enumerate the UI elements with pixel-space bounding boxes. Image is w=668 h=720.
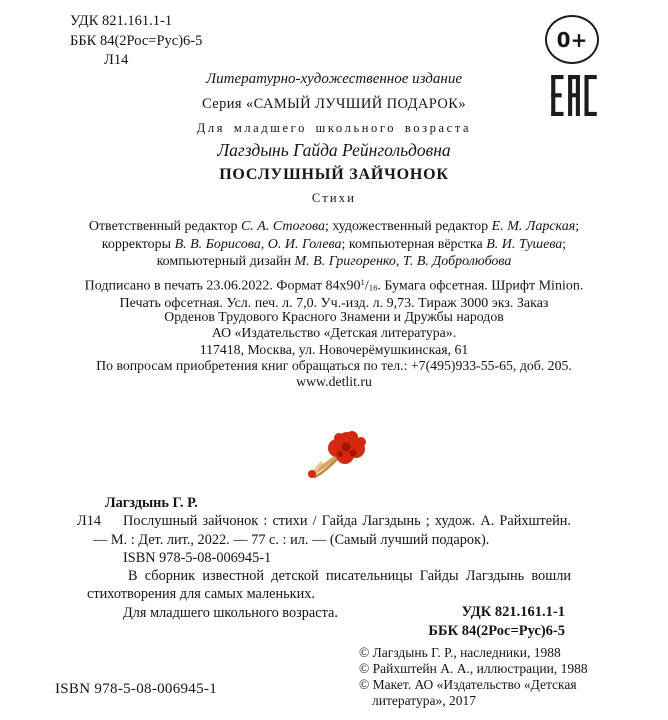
isbn-bottom: ISBN 978-5-08-006945-1 [55, 681, 218, 697]
card-author-code: Л14 [77, 513, 101, 529]
edition-type: Литературно-художественное издание [206, 71, 462, 87]
publisher-address: 117418, Москва, ул. Новочерёмушкинская, 61 [199, 341, 469, 357]
flower-icon [303, 428, 373, 483]
copyright-line: © Райхштейн А. А., иллюстрации, 1988 [359, 661, 588, 676]
printing-line-1 [0, 274, 668, 296]
age-rating-badge [545, 15, 599, 64]
book-author: Лагздынь Гайда Рейнгольдовна [217, 140, 451, 160]
fraction-numerator: 1 [360, 277, 365, 287]
copyright-line: © Лагздынь Г. Р., наследники, 1988 [359, 645, 561, 660]
staff-line-3 [0, 253, 668, 271]
book-genre: Стихи [311, 191, 357, 205]
staff-name: С. А. Стогова [240, 219, 325, 234]
printing-line-2: Печать офсетная. Усл. печ. л. 7,0. Уч.-изд. л. 9,73. Тираж 3000 экз. Заказ [119, 296, 549, 312]
staff-role: компьютерный дизайн [156, 254, 295, 269]
fraction-slash: / [364, 278, 369, 294]
bbk-code-bottom: ББК 84(2Рос=Рус)6-5 [428, 623, 565, 639]
copyright-block [359, 645, 590, 709]
staff-name: В. И. Тушева [486, 236, 563, 252]
printing-info-block [0, 274, 668, 313]
publisher-honors: Орденов Трудового Красного Знамени и Дружбы народов [164, 309, 504, 324]
staff-role: корректоры [101, 236, 175, 252]
audience-line: Для младшего школьного возраста [196, 121, 472, 135]
staff-punct: ; [562, 236, 567, 252]
staff-punct: ; [575, 219, 580, 234]
copyright-line: © Макет. АО «Издательство «Детская литература», 2017 [359, 677, 577, 708]
publisher-website: www.detlit.ru [296, 374, 372, 390]
book-title: ПОСЛУШНЫЙ ЗАЙЧОНОК [219, 166, 449, 183]
staff-name: В. В. Борисова, О. И. Голева [174, 236, 342, 252]
card-audience: Для младшего школьного возраста. [123, 604, 338, 621]
udk-code-bottom: УДК 821.161.1-1 [461, 604, 565, 620]
staff-name: Е. М. Ларская [491, 219, 576, 234]
staff-line-1 [0, 218, 668, 236]
card-isbn: ISBN 978-5-08-006945-1 [123, 549, 272, 566]
udk-code: УДК 821.161.1-1 [70, 13, 173, 29]
series-name: Серия «САМЫЙ ЛУЧШИЙ ПОДАРОК» [201, 96, 467, 112]
staff-role: ; компьютерная вёрстка [341, 236, 487, 252]
bibliographic-codes-top [70, 12, 202, 71]
age-rating-label: 0+ [556, 27, 588, 52]
staff-role: Ответственный редактор [88, 219, 241, 234]
editorial-staff-block [0, 218, 668, 271]
card-description: Послушный зайчонок : стихи / Гайда Лагздынь ; худож. А. Райхштейн. — М. : Дет. лит., 2022. — 77 с. : ил. — (Самый лучший подарок). [93, 513, 571, 548]
bbk-code: ББК 84(2Рос=Рус)6-5 [70, 32, 203, 49]
print-text: . Бумага офсетная. Шрифт Minion. [377, 278, 584, 294]
staff-role: ; художественный редактор [324, 219, 492, 234]
print-text: Подписано в печать 23.06.2022. Формат 84х90 [84, 278, 361, 294]
publisher-block [0, 309, 668, 390]
bibliographic-codes-bottom [428, 603, 565, 641]
fraction-denominator: 16 [368, 282, 378, 293]
card-author: Лагздынь Г. Р. [105, 495, 198, 511]
staff-line-2 [0, 236, 668, 254]
publisher-phone: По вопросам приобретения книг обращаться по тел.: +7(495)933-55-65, доб. 205. [96, 357, 572, 373]
author-sign-code: Л14 [104, 52, 129, 68]
card-annotation: В сборник известной детской писательницы Гайды Лагздынь вошли стихотворения для самых маленьких. [87, 568, 571, 603]
publisher-name: АО «Издательство «Детская литература». [211, 325, 457, 341]
staff-name: М. В. Григоренко, Т. В. Добролюбова [294, 254, 512, 269]
